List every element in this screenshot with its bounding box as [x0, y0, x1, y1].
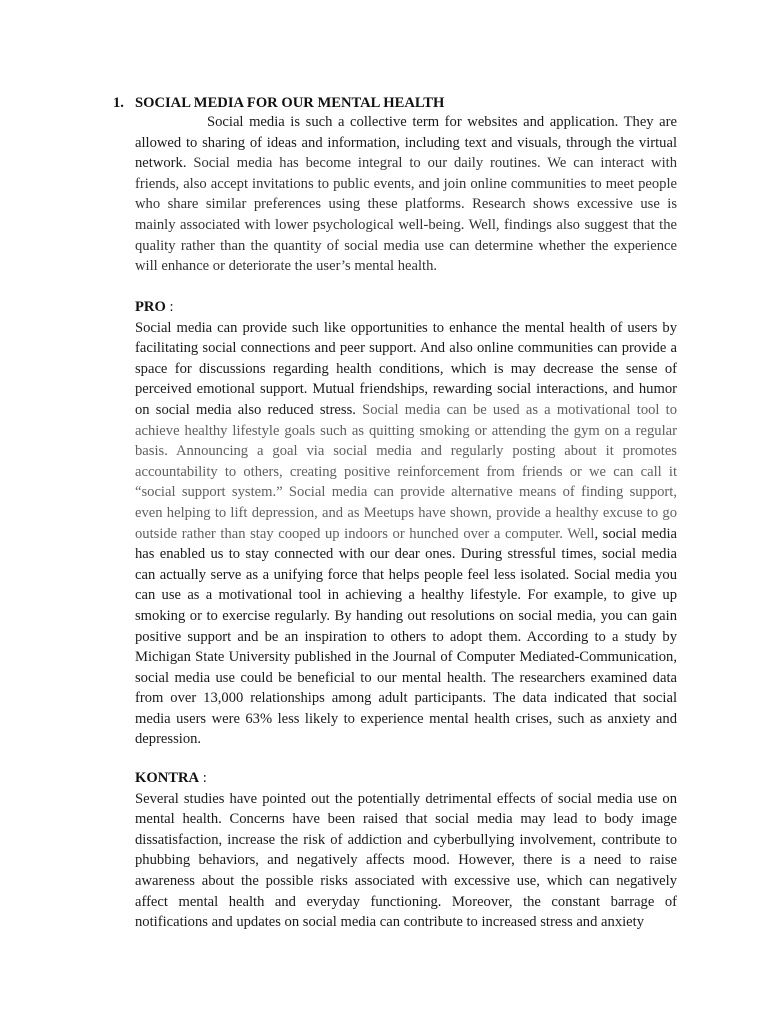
kontra-section [135, 768, 677, 933]
pro-text-part2: Social media can be used as a motivational tool to achieve healthy lifestyle goals such as quitting smoking or attending the gym on a regular basis. Announcing a goal via social media and regularly posting about it promotes accountability to others, creating positive reinforcement from friends or we can call it “social support system.” Social media can provide alternative means of finding support, even helping to lift depression, and as Meetups have shown, provide a healthy excuse to go outside rather than stay cooped up indoors or hunched over a computer. Well [135, 401, 677, 542]
kontra-colon: : [199, 770, 207, 786]
kontra-text: Several studies have pointed out the potentially detrimental effects of social media use on mental health. Concerns have been raised that social media may lead to body image dissatisfaction, increase the risk of addiction and cyberbullying involvement, contribute to phubbing behaviors, and negatively affects mood. However, there is a need to raise awareness about the possible risks associated with excessive use, which can negatively affect mental health and everyday functioning. Moreover, the constant barrage of notifications and updates on social media can contribute to increased stress and anxiety [135, 790, 677, 931]
pro-label: PRO [135, 299, 166, 315]
pro-text-part3: , social media has enabled us to stay connected with our dear ones. During stressful times, social media can actually serve as a unifying force that helps people feel less isolated. Social media you can use as a motivational tool in achieving a healthy lifestyle. For example, to give up smoking or to exercise regularly. By handing out resolutions on social media, you can gain positive support and be an inspiration to others to adopt them. According to a study by Michigan State University published in the Journal of Computer Mediated-Communication, social media use could be beneficial to our mental health. The researchers examined data from over 13,000 relationships among adult participants. The data indicated that social media users were 63% less likely to experience mental health crises, such as anxiety and depression. [135, 525, 677, 748]
kontra-paragraph [135, 789, 677, 933]
intro-paragraph-block [135, 112, 677, 277]
pro-paragraph [135, 318, 677, 750]
intro-text-part1: Social media is such a collective term for websites and application. They are allowed to sharing of ideas and information, including text and visuals, through the virtual network. [135, 114, 677, 172]
pro-heading [135, 297, 677, 318]
intro-paragraph [135, 112, 677, 277]
section-number: 1. [113, 95, 124, 111]
section-heading [113, 93, 679, 114]
kontra-heading [135, 768, 677, 789]
pro-section [135, 297, 677, 750]
pro-colon: : [165, 299, 174, 315]
section-title: SOCIAL MEDIA FOR OUR MENTAL HEALTH [135, 95, 445, 111]
intro-text-part2: Social media has become integral to our daily routines. We can interact with friends, also accept invitations to public events, and join online communities to meet people who share similar preferences using these platforms. Research shows excessive use is mainly associated with lower psychological well-being. Well, findings also suggest that the quality rather than the quantity of social media use can determine whether the experience will enhance or deteriorate the user’s mental health. [135, 155, 677, 275]
pro-text-part1: Social media can provide such like opportunities to enhance the mental health of users by facilitating social connections and peer support. And also online communities can provide a space for discussions regarding health conditions, which is may decrease the sense of perceived emotional support. Mutual friendships, rewarding social interactions, and humor on social media also reduced stress. [135, 319, 677, 418]
kontra-label: KONTRA [135, 770, 200, 786]
